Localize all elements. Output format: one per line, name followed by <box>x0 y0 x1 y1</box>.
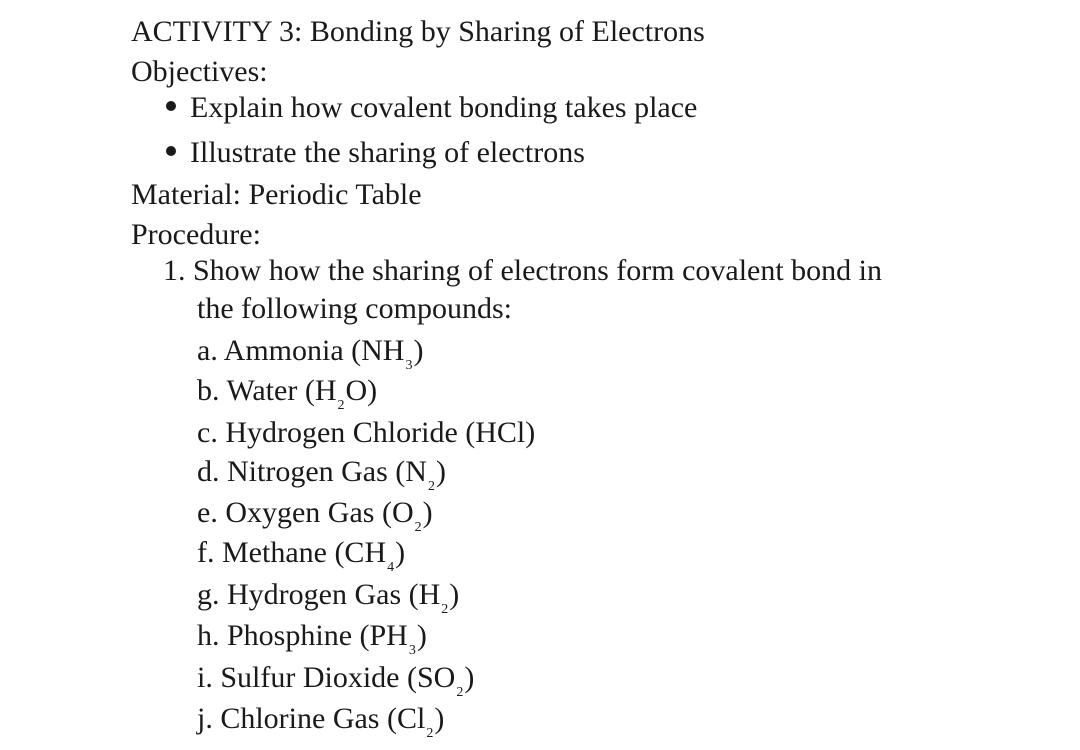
compound-item <box>197 415 537 457</box>
procedure-step-text-continued: the following compounds: <box>197 292 512 325</box>
compound-name: i. Sulfur Dioxide (SO <box>197 661 456 694</box>
objective-item <box>166 135 585 171</box>
compound-suffix: ) <box>449 578 460 611</box>
compound-suffix: ) <box>413 334 424 367</box>
compound-subscript: 2 <box>427 479 435 494</box>
compound-item <box>197 577 459 619</box>
compound-name: a. Ammonia (NH <box>197 334 405 367</box>
bullet-icon <box>166 146 176 156</box>
compound-name: b. Water (H <box>197 374 337 407</box>
objective-item <box>166 90 697 126</box>
compound-name: f. Methane (CH <box>197 536 387 569</box>
objective-text: Explain how covalent bonding takes place <box>190 91 698 124</box>
compound-subscript: 2 <box>337 398 345 413</box>
compound-name: j. Chlorine Gas (Cl <box>197 702 426 735</box>
compound-name: e. Oxygen Gas (O <box>197 496 414 529</box>
compound-item <box>197 701 444 743</box>
compound-suffix: ) <box>395 536 406 569</box>
compound-item <box>197 618 427 660</box>
procedure-heading: Procedure: <box>131 218 261 251</box>
compound-suffix: ) <box>416 619 427 652</box>
compound-subscript: 2 <box>414 520 422 535</box>
bullet-icon <box>166 101 176 111</box>
compound-suffix: ) <box>422 496 433 529</box>
compound-item <box>197 333 423 375</box>
objectives-heading: Objectives: <box>131 55 268 88</box>
compound-subscript: 3 <box>408 643 416 658</box>
compound-name: d. Nitrogen Gas (N <box>197 455 427 488</box>
compound-subscript: 2 <box>426 726 434 741</box>
compound-name: g. Hydrogen Gas (H <box>197 578 441 611</box>
compound-suffix: O) <box>345 374 378 407</box>
compound-suffix: ) <box>434 702 445 735</box>
material-line: Material: Periodic Table <box>131 178 422 211</box>
compound-subscript: 2 <box>441 602 449 617</box>
activity-title: ACTIVITY 3: Bonding by Sharing of Electrons <box>131 15 705 48</box>
compound-item <box>197 454 446 496</box>
compound-item <box>197 535 405 577</box>
compound-item <box>197 660 474 702</box>
compound-name: c. Hydrogen Chloride (HCl) <box>197 416 536 449</box>
procedure-step-text: 1. Show how the sharing of electrons form covalent bond in <box>163 254 883 287</box>
objective-text: Illustrate the sharing of electrons <box>190 136 585 169</box>
compound-suffix: ) <box>464 661 475 694</box>
compound-name: h. Phosphine (PH <box>197 619 408 652</box>
compound-subscript: 3 <box>405 358 413 373</box>
compound-subscript: 2 <box>456 685 464 700</box>
compound-item <box>197 495 433 537</box>
compound-subscript: 4 <box>387 560 395 575</box>
compound-item <box>197 373 377 415</box>
compound-suffix: ) <box>435 455 446 488</box>
